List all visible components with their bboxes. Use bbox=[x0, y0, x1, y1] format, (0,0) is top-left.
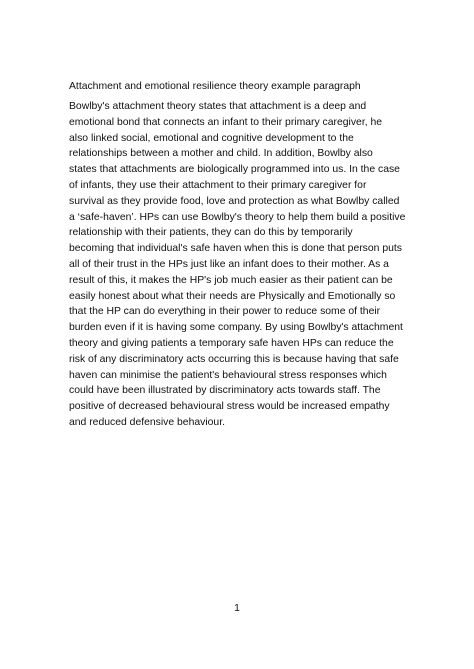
paragraph-line: easily honest about what their needs are Physically and Emotionally so bbox=[69, 290, 396, 302]
paragraph-line: survival as they provide food, love and protection as what Bowlby called bbox=[69, 195, 400, 207]
paragraph-line: could have been illustrated by discriminatory acts towards staff. The bbox=[69, 385, 381, 397]
paragraph-line: that the HP can do everything in their power to reduce some of their bbox=[69, 306, 381, 318]
paragraph-line: burden even if it is having some company. By using Bowlby's attachment bbox=[69, 322, 403, 334]
paragraph-line: emotional bond that connects an infant to their primary caregiver, he bbox=[69, 116, 383, 128]
paragraph-line: result of this, it makes the HP's job much easier as their patient can be bbox=[69, 274, 393, 286]
page-number: 1 bbox=[234, 603, 240, 614]
paragraph-line: risk of any discriminatory acts occurring this is because having that safe bbox=[69, 353, 399, 365]
paragraph-line: states that attachments are biologically programmed into us. In the case bbox=[69, 164, 400, 176]
paragraph-line: haven can minimise the patient's behavioural stress responses which bbox=[69, 369, 387, 381]
body-paragraph bbox=[69, 99, 409, 431]
paragraph-line: of infants, they use their attachment to their primary caregiver for bbox=[69, 179, 367, 191]
paragraph-line: positive of decreased behavioural stress would be increased empathy bbox=[69, 401, 390, 413]
paragraph-line: relationship with their patients, they can do this by temporarily bbox=[69, 227, 353, 239]
paragraph-line: also linked social, emotional and cognitive development to the bbox=[69, 132, 354, 144]
paragraph-line: a ‘safe-haven’. HPs can use Bowlby's theory to help them build a positive bbox=[69, 211, 406, 223]
paragraph-line: becoming that individual's safe haven when this is done that person puts bbox=[69, 243, 402, 255]
paragraph-line: theory and giving patients a temporary safe haven HPs can reduce the bbox=[69, 337, 394, 349]
document-heading: Attachment and emotional resilience theory example paragraph bbox=[69, 81, 361, 92]
paragraph-line: all of their trust in the HPs just like an infant does to their mother. As a bbox=[69, 258, 389, 270]
paragraph-line: and reduced defensive behaviour. bbox=[69, 416, 225, 428]
paragraph-line: Bowlby's attachment theory states that attachment is a deep and bbox=[69, 101, 367, 112]
paragraph-line: relationships between a mother and child. In addition, Bowlby also bbox=[69, 148, 373, 160]
